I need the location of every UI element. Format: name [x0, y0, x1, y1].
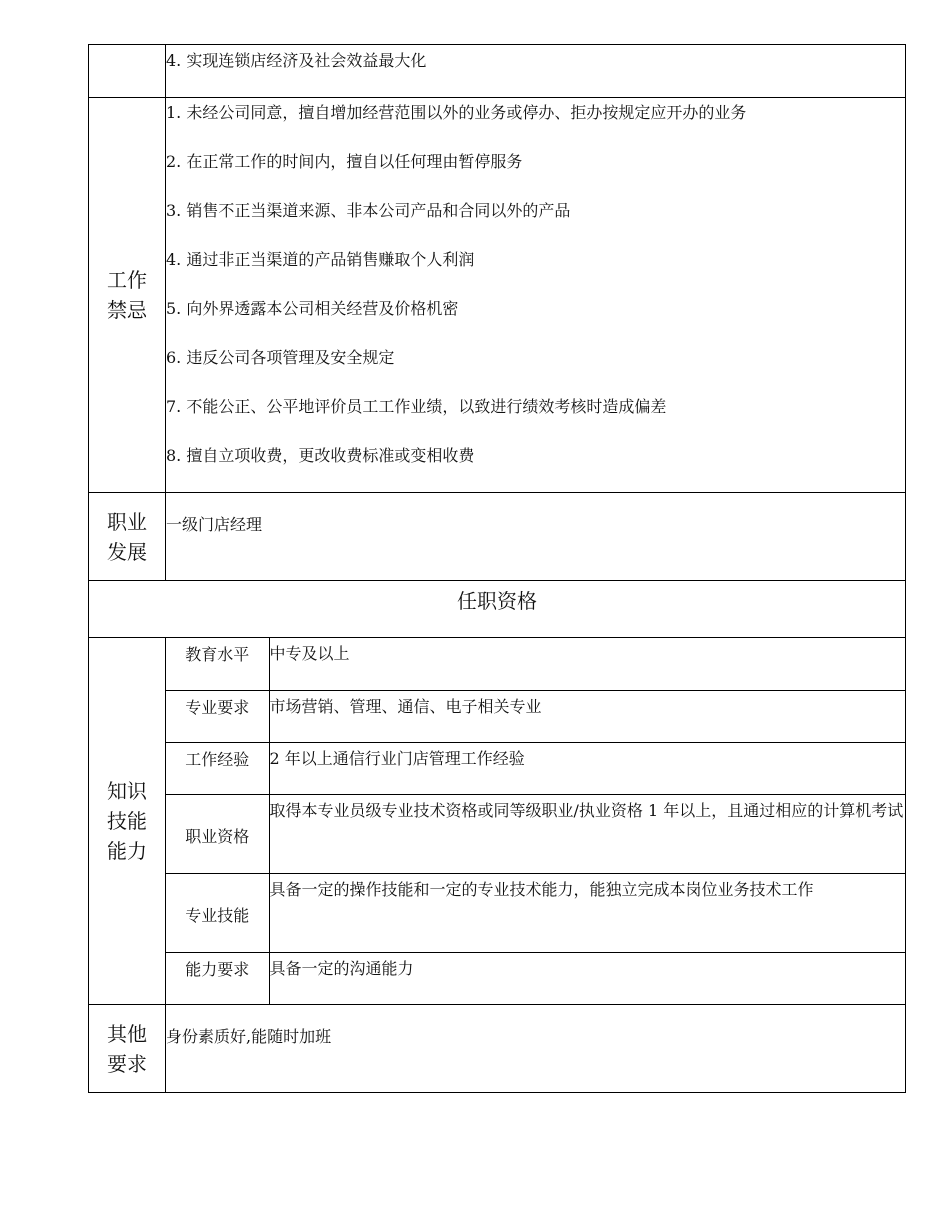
- list-item: 4. 通过非正当渠道的产品销售赚取个人利润: [166, 250, 475, 269]
- continuation-row: [89, 45, 906, 98]
- list-item: 6. 违反公司各项管理及安全规定: [166, 348, 395, 367]
- qualification-key: 专业要求: [166, 690, 269, 742]
- prohibitions-label: [89, 98, 166, 493]
- qualification-key: 能力要求: [166, 952, 269, 1004]
- label-line: 知识: [107, 779, 147, 803]
- qualification-value: 2 年以上通信行业门店管理工作经验: [269, 742, 905, 794]
- table-row: [166, 794, 905, 873]
- career-label: [89, 493, 166, 581]
- career-value-cell: [166, 493, 906, 581]
- qualifications-title: 任职资格: [89, 581, 906, 638]
- label-line: 职业: [107, 509, 147, 534]
- qualification-key: 教育水平: [166, 638, 269, 690]
- label-line: 工作: [107, 268, 147, 292]
- job-description-table-frame: [88, 44, 906, 1091]
- prohibitions-row: [89, 98, 906, 493]
- label-line: 能力: [107, 839, 147, 863]
- label-line: 技能: [107, 809, 147, 833]
- qualification-value: 具备一定的沟通能力: [269, 958, 414, 978]
- label-line: 禁忌: [107, 298, 147, 322]
- career-value: 一级门店经理: [166, 515, 263, 534]
- prohibitions-list: [166, 98, 906, 493]
- other-requirements-label: [89, 1005, 166, 1093]
- other-requirements-cell: [166, 1005, 906, 1093]
- qualification-key: 专业技能: [166, 873, 269, 952]
- continuation-cell: [166, 45, 906, 98]
- label-line: 发展: [107, 539, 147, 564]
- table-row: [166, 873, 905, 952]
- list-item: 4. 实现连锁店经济及社会效益最大化: [166, 51, 427, 70]
- qualification-value: 具备一定的操作技能和一定的专业技术能力，能独立完成本岗位业务技术工作: [269, 873, 905, 952]
- list-item: 7. 不能公正、公平地评价员工工作业绩，以致进行绩效考核时造成偏差: [166, 397, 667, 416]
- job-description-table: [88, 44, 906, 1093]
- table-row: [166, 638, 905, 690]
- qualification-key: 职业资格: [166, 794, 269, 873]
- table-row: [166, 742, 905, 794]
- table-row: [166, 690, 905, 742]
- empty-label-cell: [89, 45, 166, 98]
- qualifications-detail-cell: [166, 638, 906, 1005]
- list-item: 2. 在正常工作的时间内，擅自以任何理由暂停服务: [166, 152, 523, 171]
- qualification-value: 中专及以上: [269, 638, 905, 690]
- qualifications-detail-table: [166, 638, 905, 1004]
- label-line: 要求: [107, 1051, 147, 1076]
- qualifications-label: [89, 638, 166, 1005]
- qualifications-header-row: [89, 581, 906, 638]
- other-requirements-value: 身份素质好,能随时加班: [166, 1027, 332, 1046]
- label-line: 其他: [107, 1021, 147, 1046]
- qualification-key: 工作经验: [166, 742, 269, 794]
- list-item: 5. 向外界透露本公司相关经营及价格机密: [166, 299, 459, 318]
- table-row: [166, 952, 905, 1004]
- list-item: 3. 销售不正当渠道来源、非本公司产品和合同以外的产品: [166, 201, 571, 220]
- list-item: 8. 擅自立项收费，更改收费标准或变相收费: [166, 446, 475, 465]
- qualification-value: 市场营销、管理、通信、电子相关专业: [269, 690, 905, 742]
- career-row: [89, 493, 906, 581]
- list-item: 1. 未经公司同意，擅自增加经营范围以外的业务或停办、拒办按规定应开办的业务: [166, 103, 747, 122]
- qualifications-row: [89, 638, 906, 1005]
- qualification-value: 取得本专业员级专业技术资格或同等级职业/执业资格 1 年以上，且通过相应的计算机考试: [269, 794, 905, 873]
- other-requirements-row: [89, 1005, 906, 1093]
